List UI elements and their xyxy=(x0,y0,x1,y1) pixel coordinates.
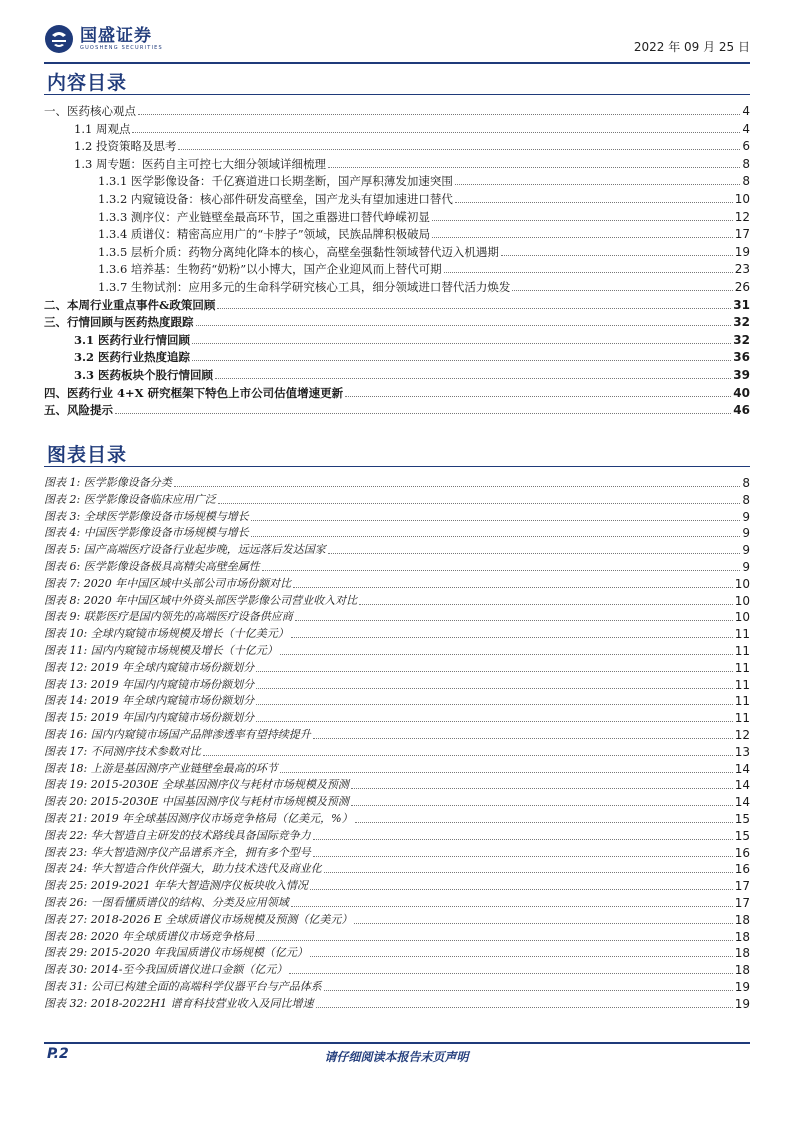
toc-leader-dots xyxy=(455,173,740,185)
guosheng-logo-icon xyxy=(44,24,74,54)
toc-entry-page: 19 xyxy=(734,244,750,259)
toc-entry-page: 10 xyxy=(734,192,750,206)
figure-leader-dots xyxy=(310,945,733,957)
figure-leader-dots xyxy=(218,492,741,504)
figure-entry-page: 15 xyxy=(734,812,750,826)
figure-entry[interactable] xyxy=(44,492,750,508)
toc-entry[interactable] xyxy=(98,209,750,225)
toc-entry[interactable] xyxy=(44,402,750,418)
figure-entry-label: 图表 11: 国内内窥镜市场规模及增长（十亿元） xyxy=(44,644,278,657)
figure-entry-label: 图表 31: 公司已构建全面的高端科学仪器平台与产品体系 xyxy=(44,980,322,993)
figure-leader-dots xyxy=(293,576,733,588)
figure-leader-dots xyxy=(291,626,733,638)
figure-entry-page: 13 xyxy=(734,744,750,759)
toc-entry[interactable] xyxy=(74,332,750,348)
toc-entry-label: 1.3 周专题：医药自主可控七大细分领域详细梳理 xyxy=(74,156,326,171)
toc-entry[interactable] xyxy=(98,191,750,207)
figure-leader-dots xyxy=(313,845,733,857)
figure-leader-dots xyxy=(316,996,733,1008)
figure-entry[interactable] xyxy=(44,525,750,541)
figure-entry-page: 10 xyxy=(734,593,750,608)
figure-leader-dots xyxy=(328,542,741,554)
toc-entry-label: 1.3.4 质谱仪：精密高应用广的“卡脖子”领域，民族品牌积极破局 xyxy=(98,227,431,242)
figure-entry-label: 图表 24: 华大智造合作伙伴强大，助力技术迭代及商业化 xyxy=(44,862,322,876)
figure-leader-dots xyxy=(174,475,741,487)
toc-entry[interactable] xyxy=(44,385,750,401)
figure-entry[interactable] xyxy=(44,593,750,609)
figure-leader-dots xyxy=(324,861,733,873)
toc-entry-page: 39 xyxy=(733,368,750,382)
figure-entry-label: 图表 22: 华大智造自主研发的技术路线具备国际竞争力 xyxy=(44,828,311,842)
figure-entry-label: 图表 29: 2015-2020 年我国质谱仪市场规模（亿元） xyxy=(44,946,308,960)
figure-entry[interactable] xyxy=(44,777,750,793)
toc-entry[interactable] xyxy=(74,138,750,154)
toc-entry-page: 4 xyxy=(742,121,750,136)
figure-leader-dots xyxy=(256,660,733,672)
toc-leader-dots xyxy=(132,121,740,133)
toc-entry-page: 8 xyxy=(742,174,750,189)
figure-entry-label: 图表 19: 2015-2030E 全球基因测序仪与耗材市场规模及预测 xyxy=(44,778,349,792)
figure-entry-page: 18 xyxy=(734,912,750,927)
figure-entry-label: 图表 5: 国产高端医疗设备行业起步晚，远远落后发达国家 xyxy=(44,543,326,557)
figure-entry-page: 9 xyxy=(742,560,750,574)
figure-entry-page: 14 xyxy=(734,761,750,776)
figure-entry[interactable] xyxy=(44,861,750,877)
toc-entry-page: 6 xyxy=(742,139,750,154)
figure-entry[interactable] xyxy=(44,710,750,726)
toc-entry-page: 40 xyxy=(733,385,750,400)
toc-leader-dots xyxy=(455,191,733,203)
toc-entry-page: 17 xyxy=(734,227,750,242)
page-number: P.2 xyxy=(47,1046,69,1062)
figures-title-rule xyxy=(44,466,750,467)
figure-leader-dots xyxy=(359,593,733,605)
toc-leader-dots xyxy=(432,226,733,238)
figure-leader-dots xyxy=(256,677,733,689)
figure-entry-label: 图表 3: 全球医学影像设备市场规模与增长 xyxy=(44,509,249,523)
figure-entry-page: 15 xyxy=(734,828,750,843)
figure-entry-page: 18 xyxy=(734,946,750,961)
toc-leader-dots xyxy=(501,244,733,256)
figure-entry-label: 图表 32: 2018-2022H1 谱育科技营业收入及同比增速 xyxy=(44,996,314,1010)
toc-entry-label: 1.2 投资策略及思考 xyxy=(74,139,177,154)
toc-entry-page: 46 xyxy=(733,403,750,418)
figure-entry-label: 图表 8: 2020 年中国区域中外资头部医学影像公司营业收入对比 xyxy=(44,593,358,607)
figure-entry-label: 图表 21: 2019 年全球基因测序仪市场竞争格局（亿美元，%） xyxy=(44,812,353,825)
toc-entry-label: 四、医药行业 4+X 研究框架下特色上市公司估值增速更新 xyxy=(44,385,344,400)
figure-entry[interactable] xyxy=(44,929,750,945)
figure-leader-dots xyxy=(313,828,733,840)
toc-entry-label: 3.2 医药行业热度追踪 xyxy=(74,350,191,365)
figure-entry-page: 17 xyxy=(734,896,750,910)
toc-entry-page: 26 xyxy=(734,280,750,294)
figure-entry-page: 8 xyxy=(742,492,750,507)
figure-entry-label: 图表 23: 华大智造测序仪产品谱系齐全，拥有多个型号 xyxy=(44,845,311,859)
toc-leader-dots xyxy=(192,349,731,361)
toc-entry-page: 32 xyxy=(733,332,750,347)
toc-leader-dots xyxy=(512,279,732,291)
toc-leader-dots xyxy=(328,156,740,168)
toc-leader-dots xyxy=(192,332,731,344)
toc-leader-dots xyxy=(444,261,733,273)
figure-entry[interactable] xyxy=(44,643,750,659)
toc-leader-dots xyxy=(178,138,740,150)
figure-entry-page: 16 xyxy=(734,862,750,877)
figure-entry-page: 11 xyxy=(734,660,750,675)
figure-leader-dots xyxy=(280,761,733,773)
figure-entry-page: 11 xyxy=(734,677,750,692)
toc-entry[interactable] xyxy=(74,121,750,137)
toc-entry-label: 1.3.6 培养基：生物药“奶粉”以小博大，国产企业迎风而上替代可期 xyxy=(98,262,442,277)
toc-entry-page: 4 xyxy=(742,104,750,118)
toc-entry-page: 31 xyxy=(733,297,750,312)
figure-entry[interactable] xyxy=(44,878,750,894)
figure-entry[interactable] xyxy=(44,761,750,777)
toc-entry[interactable] xyxy=(98,261,750,277)
figure-entry-page: 10 xyxy=(734,610,750,625)
figure-leader-dots xyxy=(351,794,733,806)
toc-entry-label: 1.1 周观点 xyxy=(74,121,131,136)
toc-entry-label: 五、风险提示 xyxy=(44,403,113,418)
toc-entry[interactable] xyxy=(98,279,750,295)
toc-entry[interactable] xyxy=(98,226,750,242)
page-header xyxy=(44,22,750,62)
toc-entry-page: 32 xyxy=(733,315,750,330)
figure-entry-label: 图表 10: 全球内窥镜市场规模及增长（十亿美元） xyxy=(44,627,289,641)
figure-entry-page: 17 xyxy=(734,879,750,894)
figure-leader-dots xyxy=(310,878,733,890)
figure-entry-label: 图表 14: 2019 年全球内窥镜市场份额划分 xyxy=(44,694,255,708)
figure-entry[interactable] xyxy=(44,945,750,961)
toc-entry-page: 23 xyxy=(734,262,750,277)
figure-entry-label: 图表 15: 2019 年国内内窥镜市场份额划分 xyxy=(44,711,255,725)
figure-leader-dots xyxy=(289,962,732,974)
figure-entry-label: 图表 20: 2015-2030E 中国基因测序仪与耗材市场规模及预测 xyxy=(44,795,349,809)
toc-leader-dots xyxy=(345,385,731,397)
figure-leader-dots xyxy=(280,643,733,655)
disclaimer-note: 请仔细阅读本报告末页声明 xyxy=(324,1050,469,1064)
toc-leader-dots xyxy=(196,314,732,326)
figure-entry-page: 9 xyxy=(742,509,750,524)
toc-leader-dots xyxy=(215,367,731,379)
logo-chinese-name: 国盛证券 xyxy=(80,25,152,46)
figure-leader-dots xyxy=(256,693,733,705)
figure-leader-dots xyxy=(313,727,733,739)
figure-entry-label: 图表 25: 2019-2021 年华大智造测序仪板块收入情况 xyxy=(44,879,308,893)
figure-leader-dots xyxy=(251,525,741,537)
figure-entry[interactable] xyxy=(44,609,750,625)
toc-entry[interactable] xyxy=(44,103,750,119)
toc-entry-label: 1.3.3 测序仪：产业链壁垒最高环节，国之重器进口替代峥嵘初显 xyxy=(98,209,430,224)
figure-entry-page: 12 xyxy=(734,728,750,742)
toc-entry-label: 1.3.1 医学影像设备：千亿赛道进口长期垄断，国产厚积薄发加速突围 xyxy=(98,174,453,189)
toc-entry-label: 3.1 医药行业行情回顾 xyxy=(74,332,191,347)
figure-entry[interactable] xyxy=(44,996,750,1012)
footer-rule xyxy=(44,1042,750,1044)
figure-entry-label: 图表 12: 2019 年全球内窥镜市场份额划分 xyxy=(44,660,255,674)
figure-entry[interactable] xyxy=(44,895,750,911)
figure-entry[interactable] xyxy=(44,744,750,760)
figure-entry-page: 11 xyxy=(734,694,750,709)
figure-leader-dots xyxy=(256,710,733,722)
figure-entry[interactable] xyxy=(44,677,750,693)
toc-entry-page: 36 xyxy=(733,350,750,365)
figure-entry-page: 11 xyxy=(734,644,750,658)
figure-entry-label: 图表 6: 医学影像设备极具高精尖高壁垒属性 xyxy=(44,560,260,573)
figure-entry-page: 14 xyxy=(734,778,750,793)
figure-leader-dots xyxy=(262,559,741,571)
toc-entry-label: 3.3 医药板块个股行情回顾 xyxy=(74,368,214,382)
figure-entry[interactable] xyxy=(44,576,750,592)
figure-leader-dots xyxy=(354,912,732,924)
figure-entry[interactable] xyxy=(44,811,750,827)
figure-entry[interactable] xyxy=(44,794,750,810)
toc-entry[interactable] xyxy=(98,173,750,189)
figure-entry-label: 图表 27: 2018-2026 E 全球质谱仪市场规模及预测（亿美元） xyxy=(44,912,353,926)
toc-entry[interactable] xyxy=(98,244,750,260)
figure-entry[interactable] xyxy=(44,509,750,525)
figure-entry[interactable] xyxy=(44,845,750,861)
figure-entry-page: 9 xyxy=(742,543,750,558)
figure-leader-dots xyxy=(351,777,733,789)
figure-leader-dots xyxy=(256,929,733,941)
figure-entry-page: 18 xyxy=(734,963,750,978)
toc-title: 内容目录 xyxy=(47,72,128,94)
toc-entry[interactable] xyxy=(74,349,750,365)
figure-leader-dots xyxy=(203,744,733,756)
figure-entry-label: 图表 4: 中国医学影像设备市场规模与增长 xyxy=(44,526,249,540)
toc-entry[interactable] xyxy=(74,156,750,172)
company-logo xyxy=(44,22,163,56)
toc-entry-page: 8 xyxy=(742,156,750,171)
figure-entry-page: 16 xyxy=(734,845,750,860)
figure-entry-page: 19 xyxy=(734,996,750,1011)
header-rule xyxy=(44,62,750,64)
figure-entry-label: 图表 17: 不同测序技术参数对比 xyxy=(44,744,201,758)
figure-entry-label: 图表 1: 医学影像设备分类 xyxy=(44,476,172,489)
figure-entry[interactable] xyxy=(44,912,750,928)
figures-title: 图表目录 xyxy=(47,444,128,466)
figure-entry-page: 14 xyxy=(734,795,750,810)
toc-title-rule xyxy=(44,94,750,95)
figure-entry-page: 8 xyxy=(742,476,750,490)
toc-entry-label: 1.3.7 生物试剂：应用多元的生命科学研究核心工具，细分领域进口替代活力焕发 xyxy=(98,280,511,294)
figure-entry-label: 图表 16: 国内内窥镜市场国产品牌渗透率有望持续提升 xyxy=(44,728,311,741)
figure-entry-page: 9 xyxy=(742,526,750,541)
figure-leader-dots xyxy=(291,895,733,907)
figure-entry-page: 18 xyxy=(734,929,750,944)
toc-entry[interactable] xyxy=(44,297,750,313)
figure-leader-dots xyxy=(355,811,733,823)
figure-entry-label: 图表 26: 一图看懂质谱仪的结构、分类及应用领域 xyxy=(44,896,289,909)
figure-entry-page: 10 xyxy=(734,576,750,591)
figure-leader-dots xyxy=(295,609,733,621)
figure-entry[interactable] xyxy=(44,542,750,558)
figure-entry-label: 图表 30: 2014-至今我国质谱仪进口金额（亿元） xyxy=(44,963,288,977)
figure-entry[interactable] xyxy=(44,727,750,743)
toc-entry-page: 12 xyxy=(734,209,750,224)
toc-entry-label: 二、本周行业重点事件&政策回顾 xyxy=(44,297,216,312)
figure-entry[interactable] xyxy=(44,475,750,491)
figure-entry[interactable] xyxy=(44,962,750,978)
logo-english-name: GUOSHENG SECURITIES xyxy=(80,44,163,51)
toc-entry-label: 1.3.2 内窥镜设备：核心部件研发高壁垒，国产龙头有望加速进口替代 xyxy=(98,192,453,206)
toc-leader-dots xyxy=(115,402,731,414)
figure-entry-page: 19 xyxy=(734,980,750,994)
figure-entry[interactable] xyxy=(44,626,750,642)
figure-entry[interactable] xyxy=(44,660,750,676)
figure-entry-label: 图表 13: 2019 年国内内窥镜市场份额划分 xyxy=(44,677,255,691)
figure-entry-page: 11 xyxy=(734,711,750,726)
figure-entry[interactable] xyxy=(44,559,750,575)
toc-leader-dots xyxy=(138,103,740,115)
figure-entry-page: 11 xyxy=(734,627,750,642)
figure-entry[interactable] xyxy=(44,693,750,709)
toc-entry[interactable] xyxy=(74,367,750,383)
figure-entry[interactable] xyxy=(44,979,750,995)
report-date: 2022 年 09 月 25 日 xyxy=(633,40,750,54)
toc-entry-label: 1.3.5 层析介质：药物分离纯化降本的核心，高壁垒强黏性领域替代迈入机遇期 xyxy=(98,244,499,259)
figure-entry-label: 图表 7: 2020 年中国区域中头部公司市场份额对比 xyxy=(44,576,292,590)
toc-entry-label: 三、行情回顾与医药热度跟踪 xyxy=(44,315,194,330)
toc-entry[interactable] xyxy=(44,314,750,330)
figure-entry-label: 图表 2: 医学影像设备临床应用广泛 xyxy=(44,492,216,506)
figure-leader-dots xyxy=(324,979,733,991)
figure-leader-dots xyxy=(251,509,741,521)
toc-entry-label: 一、医药核心观点 xyxy=(44,104,136,118)
figure-entry[interactable] xyxy=(44,828,750,844)
figure-entry-label: 图表 9: 联影医疗是国内领先的高端医疗设备供应商 xyxy=(44,610,293,624)
toc-leader-dots xyxy=(217,297,731,309)
figure-entry-label: 图表 18: 上游是基因测序产业链壁垒最高的环节 xyxy=(44,761,278,775)
figure-entry-label: 图表 28: 2020 年全球质谱仪市场竞争格局 xyxy=(44,929,255,943)
toc-leader-dots xyxy=(432,209,733,221)
